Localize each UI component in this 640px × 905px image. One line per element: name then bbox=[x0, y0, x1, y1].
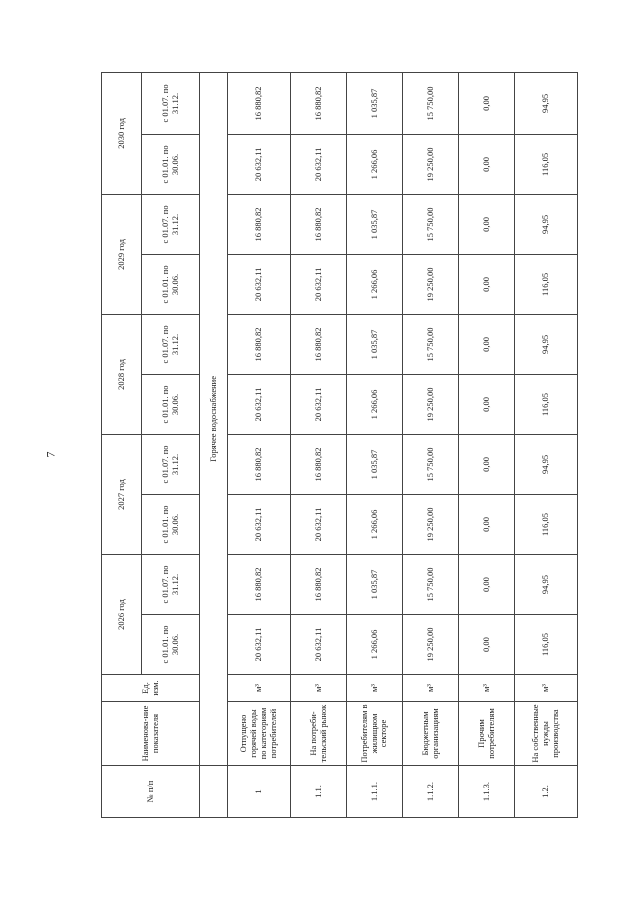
header-period-first: с 01.01. по 30.06. bbox=[142, 374, 200, 434]
table-row bbox=[515, 72, 578, 817]
row-unit: м³ bbox=[515, 675, 578, 702]
header-name: Наименова-ние показателя bbox=[102, 702, 200, 766]
row-value: 0,00 bbox=[459, 314, 515, 374]
header-period-first: с 01.01. по 30.06. bbox=[142, 254, 200, 314]
header-year: 2026 год bbox=[102, 554, 142, 674]
row-value: 1 266,06 bbox=[347, 615, 403, 675]
row-value: 19 250,00 bbox=[403, 494, 459, 554]
row-value: 16 880,82 bbox=[291, 194, 347, 254]
row-value: 20 632,11 bbox=[228, 615, 291, 675]
header-period-second: с 01.07. по 31.12. bbox=[142, 314, 200, 374]
table-row bbox=[459, 72, 515, 817]
row-value: 16 880,82 bbox=[228, 434, 291, 494]
row-value: 20 632,11 bbox=[228, 134, 291, 194]
row-value: 116,05 bbox=[515, 615, 578, 675]
row-value: 1 266,06 bbox=[347, 494, 403, 554]
row-name: На потреби-тельский рынок bbox=[291, 702, 347, 766]
row-value: 94,95 bbox=[515, 434, 578, 494]
row-num: 1 bbox=[228, 766, 291, 818]
header-period-first: с 01.01. по 30.06. bbox=[142, 134, 200, 194]
row-num: 1.1.3. bbox=[459, 766, 515, 818]
row-value: 0,00 bbox=[459, 254, 515, 314]
row-value: 0,00 bbox=[459, 72, 515, 134]
header-period-second: с 01.07. по 31.12. bbox=[142, 194, 200, 254]
row-value: 1 035,87 bbox=[347, 72, 403, 134]
row-value: 19 250,00 bbox=[403, 374, 459, 434]
row-value: 94,95 bbox=[515, 194, 578, 254]
row-value: 19 250,00 bbox=[403, 254, 459, 314]
row-value: 1 266,06 bbox=[347, 374, 403, 434]
table-row bbox=[403, 72, 459, 817]
row-value: 116,05 bbox=[515, 254, 578, 314]
row-value: 20 632,11 bbox=[228, 494, 291, 554]
row-name: Отпущено горячей воды по категориям потребителей bbox=[228, 702, 291, 766]
row-value: 0,00 bbox=[459, 434, 515, 494]
table-row bbox=[291, 72, 347, 817]
row-value: 1 035,87 bbox=[347, 554, 403, 614]
row-value: 16 880,82 bbox=[228, 314, 291, 374]
row-value: 1 266,06 bbox=[347, 134, 403, 194]
row-value: 16 880,82 bbox=[228, 194, 291, 254]
row-value: 1 035,87 bbox=[347, 314, 403, 374]
row-value: 1 035,87 bbox=[347, 434, 403, 494]
row-value: 0,00 bbox=[459, 554, 515, 614]
row-value: 15 750,00 bbox=[403, 314, 459, 374]
header-period-first: с 01.01. по 30.06. bbox=[142, 494, 200, 554]
row-unit: м³ bbox=[291, 675, 347, 702]
row-unit: м³ bbox=[459, 675, 515, 702]
data-table bbox=[101, 72, 578, 818]
row-value: 0,00 bbox=[459, 134, 515, 194]
header-period-first: с 01.01. по 30.06. bbox=[142, 615, 200, 675]
row-unit: м³ bbox=[347, 675, 403, 702]
row-value: 116,05 bbox=[515, 374, 578, 434]
row-value: 20 632,11 bbox=[291, 254, 347, 314]
row-num: 1.1.2. bbox=[403, 766, 459, 818]
row-name: Потребителям в жилищном секторе bbox=[347, 702, 403, 766]
section-title: Горячее водоснабжение bbox=[200, 72, 228, 765]
header-year: 2027 год bbox=[102, 434, 142, 554]
row-value: 16 880,82 bbox=[291, 314, 347, 374]
row-value: 20 632,11 bbox=[291, 615, 347, 675]
row-value: 15 750,00 bbox=[403, 194, 459, 254]
row-value: 20 632,11 bbox=[291, 374, 347, 434]
row-value: 19 250,00 bbox=[403, 134, 459, 194]
row-value: 16 880,82 bbox=[228, 554, 291, 614]
row-value: 15 750,00 bbox=[403, 554, 459, 614]
row-name: На собственные нужды производства bbox=[515, 702, 578, 766]
row-value: 1 266,06 bbox=[347, 254, 403, 314]
row-name: Прочим потребителям bbox=[459, 702, 515, 766]
header-period-second: с 01.07. по 31.12. bbox=[142, 554, 200, 614]
row-value: 20 632,11 bbox=[291, 134, 347, 194]
header-unit: Ед. изм. bbox=[102, 675, 200, 702]
header-num: № п/п bbox=[102, 766, 200, 818]
row-num: 1.1. bbox=[291, 766, 347, 818]
row-value: 19 250,00 bbox=[403, 615, 459, 675]
row-value: 116,05 bbox=[515, 134, 578, 194]
row-num: 1.2. bbox=[515, 766, 578, 818]
row-unit: м³ bbox=[228, 675, 291, 702]
row-value: 0,00 bbox=[459, 615, 515, 675]
row-name: Бюджетным организациям bbox=[403, 702, 459, 766]
row-unit: м³ bbox=[403, 675, 459, 702]
row-value: 94,95 bbox=[515, 314, 578, 374]
row-value: 20 632,11 bbox=[291, 494, 347, 554]
header-year: 2028 год bbox=[102, 314, 142, 434]
row-value: 1 035,87 bbox=[347, 194, 403, 254]
row-value: 0,00 bbox=[459, 194, 515, 254]
row-value: 0,00 bbox=[459, 374, 515, 434]
row-value: 20 632,11 bbox=[228, 374, 291, 434]
row-value: 15 750,00 bbox=[403, 434, 459, 494]
row-value: 116,05 bbox=[515, 494, 578, 554]
rotated-table-container bbox=[101, 73, 616, 818]
table-row bbox=[228, 72, 291, 817]
header-period-second: с 01.07. по 31.12. bbox=[142, 72, 200, 134]
header-year: 2029 год bbox=[102, 194, 142, 314]
row-value: 16 880,82 bbox=[291, 554, 347, 614]
row-value: 0,00 bbox=[459, 494, 515, 554]
row-value: 16 880,82 bbox=[291, 434, 347, 494]
header-period-second: с 01.07. по 31.12. bbox=[142, 434, 200, 494]
row-value: 94,95 bbox=[515, 554, 578, 614]
row-value: 15 750,00 bbox=[403, 72, 459, 134]
section-blank bbox=[200, 766, 228, 818]
row-value: 94,95 bbox=[515, 72, 578, 134]
row-num: 1.1.1. bbox=[347, 766, 403, 818]
header-year: 2030 год bbox=[102, 72, 142, 194]
page-number: 7 bbox=[43, 451, 58, 458]
row-value: 16 880,82 bbox=[228, 72, 291, 134]
row-value: 20 632,11 bbox=[228, 254, 291, 314]
table-row bbox=[347, 72, 403, 817]
row-value: 16 880,82 bbox=[291, 72, 347, 134]
